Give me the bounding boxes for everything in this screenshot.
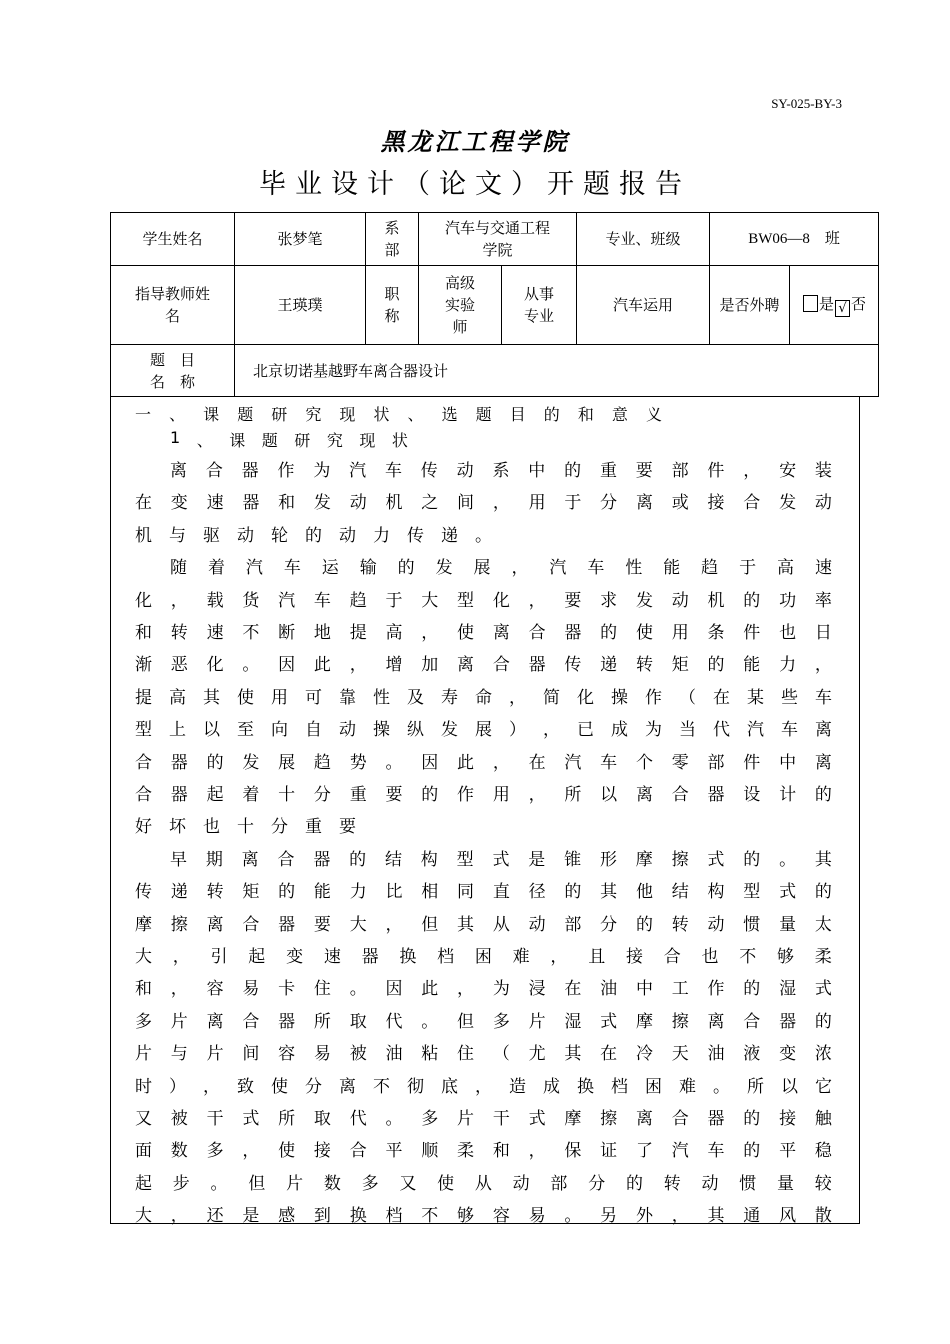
text-line: 和 ， 容 易 卡 住 。 因 此 ， 为 浸 在 油 中 工 作 的 湿 式 bbox=[135, 979, 832, 1000]
row-topic bbox=[111, 345, 879, 397]
text-line: 合 器 起 着 十 分 重 要 的 作 用 ， 所 以 离 合 器 设 计 的 bbox=[135, 785, 832, 805]
section-heading: 一 、 课 题 研 究 现 状 、 选 题 目 的 和 意 义 bbox=[135, 405, 662, 424]
text-line: 大 ， 引 起 变 速 器 换 档 困 难 ， 且 接 合 也 不 够 柔 bbox=[135, 947, 832, 967]
row-student bbox=[111, 213, 879, 266]
page-title: 毕业设计（论文）开题报告 bbox=[259, 169, 691, 200]
field-value: 汽车运用 bbox=[577, 266, 710, 345]
school-name-logo: 黑龙江工程学院 bbox=[380, 127, 570, 156]
dept-value: 汽车与交通工程 学院 bbox=[419, 213, 577, 266]
external-no-checkbox[interactable]: √ bbox=[835, 300, 850, 317]
text-line: 在 变 速 器 和 发 动 机 之 间 ， 用 于 分 离 或 接 合 发 动 bbox=[135, 493, 832, 514]
text-line: 随 着 汽 车 运 输 的 发 展 ， 汽 车 性 能 趋 于 高 速 bbox=[170, 558, 832, 579]
text-line: 型 上 以 至 向 自 动 操 纵 发 展 ） ， 已 成 为 当 代 汽 车 离 bbox=[135, 720, 832, 741]
text-line: 早 期 离 合 器 的 结 构 型 式 是 锥 形 摩 擦 式 的 。 其 bbox=[170, 849, 832, 870]
external-options bbox=[790, 266, 879, 345]
text-line: 提 高 其 使 用 可 靠 性 及 寿 命 ， 简 化 操 作 （ 在 某 些 车 bbox=[135, 687, 832, 708]
text-line: 化 ， 载 货 汽 车 趋 于 大 型 化 ， 要 求 发 动 机 的 功 率 bbox=[135, 590, 832, 611]
topic-value: 北京切诺基越野车离合器设计 bbox=[235, 345, 879, 397]
text-line: 摩 擦 离 合 器 要 大 ， 但 其 从 动 部 分 的 转 动 惯 量 太 bbox=[135, 914, 832, 935]
student-name: 张梦笔 bbox=[235, 213, 366, 266]
text-line: 起 步 。 但 片 数 多 又 使 从 动 部 分 的 转 动 惯 量 较 bbox=[135, 1173, 832, 1194]
text-line: 和 转 速 不 断 地 提 高 ， 使 离 合 器 的 使 用 条 件 也 日 bbox=[135, 623, 832, 643]
text-line: 面 数 多 ， 使 接 合 平 顺 柔 和 ， 保 证 了 汽 车 的 平 稳 bbox=[135, 1141, 832, 1162]
advisor-label: 指导教师姓 名 bbox=[111, 266, 235, 345]
text-line: 离 合 器 作 为 汽 车 传 动 系 中 的 重 要 部 件 ， 安 装 bbox=[170, 461, 832, 481]
row-advisor bbox=[111, 266, 879, 345]
dept-label: 系 部 bbox=[366, 213, 419, 266]
title-label: 职 称 bbox=[366, 266, 419, 345]
student-label: 学生姓名 bbox=[111, 213, 235, 266]
advisor-name: 王瑛璞 bbox=[235, 266, 366, 345]
external-no-label: 否 bbox=[851, 295, 867, 313]
external-label: 是否外聘 bbox=[710, 266, 790, 345]
text-line: 大 ， 还 是 感 到 换 档 不 够 容 易 。 另 外 ， 其 通 风 散 bbox=[135, 1206, 832, 1227]
field-label: 从事 专业 bbox=[502, 266, 577, 345]
sub-heading: 1 、 课 题 研 究 现 状 bbox=[170, 428, 408, 450]
title-value: 高级 实验 师 bbox=[419, 266, 502, 345]
text-line: 又 被 干 式 所 取 代 。 多 片 干 式 摩 擦 离 合 器 的 接 触 bbox=[135, 1109, 832, 1129]
text-line: 好 坏 也 十 分 重 要 bbox=[135, 817, 356, 838]
text-line: 合 器 的 发 展 趋 势 。 因 此 ， 在 汽 车 个 零 部 件 中 离 bbox=[135, 752, 832, 773]
topic-label: 题 目 名 称 bbox=[111, 345, 235, 397]
document-code: SY-025-BY-3 bbox=[771, 96, 842, 111]
major-class-value: BW06—8 班 bbox=[710, 213, 879, 266]
text-line: 机 与 驱 动 轮 的 动 力 传 递 。 bbox=[135, 525, 492, 546]
text-line: 渐 恶 化 。 因 此 ， 增 加 离 合 器 传 递 转 矩 的 能 力 ， bbox=[135, 655, 832, 676]
external-yes-label: 是 bbox=[819, 295, 835, 313]
text-line: 传 递 转 矩 的 能 力 比 相 同 直 径 的 其 他 结 构 型 式 的 bbox=[135, 882, 832, 903]
text-line: 时 ） ， 致 使 分 离 不 彻 底 ， 造 成 换 档 困 难 。 所 以 它 bbox=[135, 1076, 832, 1097]
major-class-label: 专业、班级 bbox=[577, 213, 710, 266]
text-line: 片 与 片 间 容 易 被 油 粘 住 （ 尤 其 在 冷 天 油 液 变 浓 bbox=[135, 1044, 832, 1065]
text-line: 多 片 离 合 器 所 取 代 。 但 多 片 湿 式 摩 擦 离 合 器 的 bbox=[135, 1011, 832, 1032]
info-table bbox=[110, 212, 879, 397]
external-yes-checkbox[interactable] bbox=[803, 295, 818, 312]
